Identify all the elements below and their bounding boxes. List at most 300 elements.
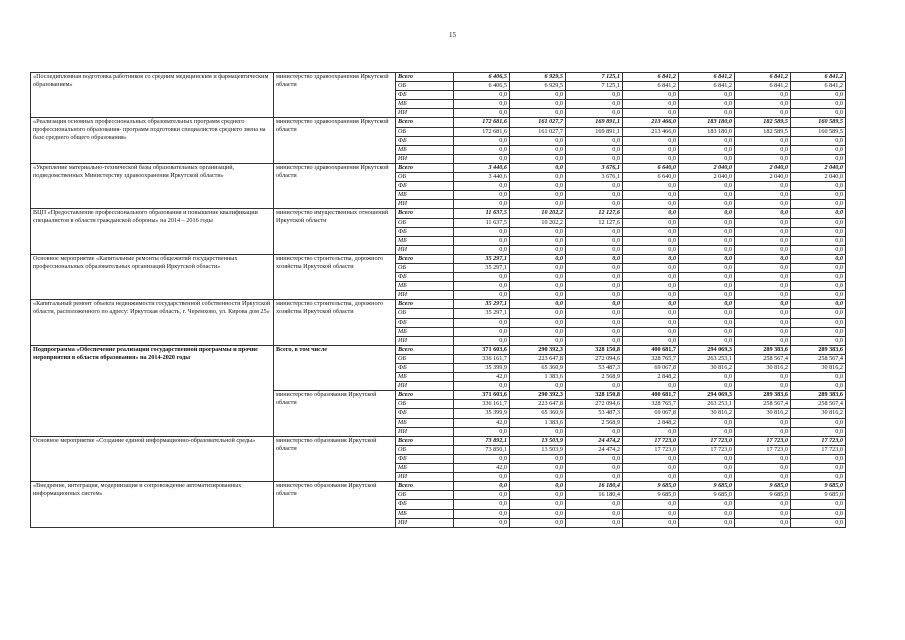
- amount-cell: 2 040,0: [735, 173, 791, 182]
- amount-cell: 0,0: [679, 327, 735, 336]
- amount-cell: 0,0: [566, 145, 623, 154]
- amount-cell: 0,0: [510, 291, 566, 300]
- amount-cell: 0,0: [791, 154, 846, 163]
- amount-cell: 17 723,0: [735, 445, 791, 454]
- amount-cell: 0,0: [623, 473, 679, 482]
- amount-cell: 0,0: [566, 336, 623, 345]
- amount-cell: 0,0: [791, 136, 846, 145]
- amount-cell: 0,0: [454, 473, 510, 482]
- amount-cell: 2 040,0: [791, 163, 846, 172]
- amount-cell: 7 125,1: [566, 82, 623, 91]
- amount-cell: 69 067,8: [623, 364, 679, 373]
- amount-cell: 0,0: [791, 300, 846, 309]
- funding-source: ОБ: [396, 218, 454, 227]
- amount-cell: 0,0: [566, 245, 623, 254]
- amount-cell: 0,0: [510, 318, 566, 327]
- funding-source: МБ: [396, 418, 454, 427]
- amount-cell: 169 891,1: [566, 127, 623, 136]
- amount-cell: 6 640,0: [623, 163, 679, 172]
- amount-cell: 0,0: [566, 300, 623, 309]
- funding-source: МБ: [396, 236, 454, 245]
- amount-cell: 0,0: [454, 182, 510, 191]
- amount-cell: 0,0: [679, 473, 735, 482]
- table-row: [31, 163, 846, 172]
- amount-cell: 183 180,0: [679, 118, 735, 127]
- amount-cell: 0,0: [454, 318, 510, 327]
- amount-cell: 0,0: [510, 145, 566, 154]
- amount-cell: 0,0: [454, 227, 510, 236]
- funding-source: Всего: [396, 163, 454, 172]
- table-row: [31, 345, 846, 354]
- amount-cell: 0,0: [510, 182, 566, 191]
- funding-source: Всего: [396, 345, 454, 354]
- amount-cell: 0,0: [735, 154, 791, 163]
- amount-cell: 16 180,4: [566, 482, 623, 491]
- amount-cell: 0,0: [510, 236, 566, 245]
- amount-cell: 0,0: [679, 282, 735, 291]
- amount-cell: 0,0: [735, 191, 791, 200]
- amount-cell: 0,0: [791, 263, 846, 272]
- amount-cell: 0,0: [791, 336, 846, 345]
- funding-source: ФБ: [396, 273, 454, 282]
- amount-cell: 0,0: [623, 227, 679, 236]
- amount-cell: 0,0: [566, 454, 623, 463]
- amount-cell: 0,0: [623, 218, 679, 227]
- amount-cell: 182 589,5: [735, 127, 791, 136]
- amount-cell: 0,0: [679, 218, 735, 227]
- funding-source: ИИ: [396, 109, 454, 118]
- amount-cell: 294 069,3: [679, 391, 735, 400]
- amount-cell: 9 685,0: [679, 482, 735, 491]
- amount-cell: 290 392,3: [510, 345, 566, 354]
- amount-cell: 289 383,6: [735, 345, 791, 354]
- amount-cell: 35 297,1: [454, 300, 510, 309]
- amount-cell: 0,0: [735, 245, 791, 254]
- amount-cell: 0,0: [623, 454, 679, 463]
- amount-cell: 0,0: [566, 291, 623, 300]
- table-row: [31, 118, 846, 127]
- amount-cell: 2 040,0: [679, 173, 735, 182]
- amount-cell: 0,0: [735, 518, 791, 527]
- amount-cell: 182 589,5: [735, 118, 791, 127]
- amount-cell: 17 723,0: [679, 436, 735, 445]
- amount-cell: 0,0: [679, 418, 735, 427]
- amount-cell: 0,0: [735, 200, 791, 209]
- amount-cell: 0,0: [566, 136, 623, 145]
- amount-cell: 328 150,8: [566, 345, 623, 354]
- amount-cell: 0,0: [679, 145, 735, 154]
- amount-cell: 0,0: [566, 309, 623, 318]
- table-row: [31, 300, 846, 309]
- measure-name: Основное мероприятие «Капитальные ремонты общежитий государственных профессиональных образовательных организаций Иркутской области»: [31, 254, 274, 299]
- amount-cell: 65 360,9: [510, 409, 566, 418]
- funding-source: ФБ: [396, 227, 454, 236]
- amount-cell: 65 360,9: [510, 364, 566, 373]
- amount-cell: 0,0: [791, 309, 846, 318]
- amount-cell: 0,0: [623, 464, 679, 473]
- funding-source: ОБ: [396, 127, 454, 136]
- funding-source: МБ: [396, 282, 454, 291]
- amount-cell: 2 848,2: [623, 418, 679, 427]
- amount-cell: 0,0: [679, 91, 735, 100]
- amount-cell: 6 841,2: [679, 82, 735, 91]
- amount-cell: 9 685,0: [623, 491, 679, 500]
- funding-source: ИИ: [396, 336, 454, 345]
- amount-cell: 0,0: [791, 100, 846, 109]
- amount-cell: 0,0: [510, 200, 566, 209]
- amount-cell: 328 765,7: [623, 400, 679, 409]
- amount-cell: 0,0: [454, 154, 510, 163]
- amount-cell: 0,0: [679, 100, 735, 109]
- executor-cell: министерство образования Иркутской области: [274, 391, 396, 436]
- amount-cell: 289 383,6: [791, 391, 846, 400]
- amount-cell: 400 681,7: [623, 391, 679, 400]
- amount-cell: 0,0: [454, 236, 510, 245]
- amount-cell: 0,0: [454, 327, 510, 336]
- amount-cell: 0,0: [679, 209, 735, 218]
- amount-cell: 0,0: [791, 273, 846, 282]
- amount-cell: 0,0: [623, 136, 679, 145]
- amount-cell: 0,0: [623, 518, 679, 527]
- amount-cell: 0,0: [623, 245, 679, 254]
- amount-cell: 17 723,0: [791, 436, 846, 445]
- amount-cell: 258 567,4: [735, 354, 791, 363]
- amount-cell: 0,0: [566, 509, 623, 518]
- amount-cell: 0,0: [566, 100, 623, 109]
- amount-cell: 35 297,1: [454, 309, 510, 318]
- funding-source: ОБ: [396, 445, 454, 454]
- measure-name: «Внедрение, интеграция, модернизация и сопровождение автоматизированных информационных систем»: [31, 482, 274, 527]
- amount-cell: 0,0: [566, 318, 623, 327]
- amount-cell: 0,0: [791, 282, 846, 291]
- executor-cell: министерство здравоохранения Иркутской области: [274, 118, 396, 163]
- measure-name: ВЦП «Предоставление профессионального образования и повышение квалификации специалистов в области гражданской обороны» на 2014 – 2016 годы: [31, 209, 274, 254]
- measure-name: «Укрепление материально-технической базы образовательных организаций, подведомственных Министерству здравоохранения Иркутской области»: [31, 163, 274, 208]
- amount-cell: 160 589,5: [791, 127, 846, 136]
- amount-cell: 0,0: [623, 263, 679, 272]
- amount-cell: 6 841,2: [623, 82, 679, 91]
- amount-cell: 289 383,6: [735, 391, 791, 400]
- amount-cell: 263 253,1: [679, 400, 735, 409]
- amount-cell: 0,0: [454, 491, 510, 500]
- measure-name: «Последипломная подготовка работников со средним медицинским и фармацевтическим образованием»: [31, 73, 274, 118]
- amount-cell: 0,0: [791, 518, 846, 527]
- amount-cell: 0,0: [679, 382, 735, 391]
- amount-cell: 9 685,0: [679, 491, 735, 500]
- amount-cell: 0,0: [566, 327, 623, 336]
- amount-cell: 0,0: [510, 100, 566, 109]
- amount-cell: 172 681,6: [454, 127, 510, 136]
- amount-cell: 0,0: [679, 245, 735, 254]
- amount-cell: 0,0: [454, 427, 510, 436]
- amount-cell: 12 127,6: [566, 209, 623, 218]
- amount-cell: 30 816,2: [791, 364, 846, 373]
- amount-cell: 0,0: [735, 418, 791, 427]
- funding-source: ФБ: [396, 500, 454, 509]
- amount-cell: 0,0: [510, 273, 566, 282]
- amount-cell: 0,0: [791, 227, 846, 236]
- amount-cell: 0,0: [679, 373, 735, 382]
- amount-cell: 0,0: [735, 282, 791, 291]
- funding-source: ОБ: [396, 400, 454, 409]
- amount-cell: 0,0: [623, 109, 679, 118]
- amount-cell: 0,0: [454, 454, 510, 463]
- amount-cell: 0,0: [566, 273, 623, 282]
- amount-cell: 0,0: [791, 500, 846, 509]
- amount-cell: 3 676,1: [566, 163, 623, 172]
- amount-cell: 0,0: [623, 336, 679, 345]
- funding-source: ИИ: [396, 154, 454, 163]
- amount-cell: 0,0: [791, 91, 846, 100]
- amount-cell: 0,0: [566, 182, 623, 191]
- amount-cell: 0,0: [735, 182, 791, 191]
- amount-cell: 0,0: [623, 327, 679, 336]
- funding-source: МБ: [396, 373, 454, 382]
- funding-source: Всего: [396, 209, 454, 218]
- table-row: [31, 254, 846, 263]
- amount-cell: 0,0: [735, 454, 791, 463]
- amount-cell: 6 640,0: [623, 173, 679, 182]
- funding-source: ФБ: [396, 454, 454, 463]
- funding-source: МБ: [396, 327, 454, 336]
- amount-cell: 0,0: [510, 309, 566, 318]
- amount-cell: 0,0: [454, 382, 510, 391]
- amount-cell: 0,0: [791, 509, 846, 518]
- amount-cell: 0,0: [454, 336, 510, 345]
- amount-cell: 0,0: [454, 200, 510, 209]
- amount-cell: 30 816,2: [679, 364, 735, 373]
- amount-cell: 0,0: [454, 91, 510, 100]
- amount-cell: 30 816,2: [735, 409, 791, 418]
- amount-cell: 10 202,2: [510, 218, 566, 227]
- amount-cell: 2 040,0: [791, 173, 846, 182]
- amount-cell: 0,0: [791, 473, 846, 482]
- funding-source: ОБ: [396, 173, 454, 182]
- amount-cell: 0,0: [791, 145, 846, 154]
- amount-cell: 328 150,8: [566, 391, 623, 400]
- amount-cell: 0,0: [679, 254, 735, 263]
- amount-cell: 1 383,6: [510, 373, 566, 382]
- amount-cell: 0,0: [510, 136, 566, 145]
- table-row: [31, 482, 846, 491]
- amount-cell: 0,0: [623, 209, 679, 218]
- amount-cell: 0,0: [735, 300, 791, 309]
- amount-cell: 0,0: [623, 191, 679, 200]
- amount-cell: 0,0: [791, 454, 846, 463]
- amount-cell: 0,0: [454, 282, 510, 291]
- amount-cell: 336 161,7: [454, 400, 510, 409]
- amount-cell: 0,0: [791, 209, 846, 218]
- amount-cell: 371 603,6: [454, 391, 510, 400]
- funding-source: ИИ: [396, 291, 454, 300]
- amount-cell: 0,0: [791, 109, 846, 118]
- amount-cell: 1 383,6: [510, 418, 566, 427]
- amount-cell: 11 637,5: [454, 218, 510, 227]
- amount-cell: 0,0: [566, 236, 623, 245]
- amount-cell: 0,0: [623, 145, 679, 154]
- amount-cell: 10 202,2: [510, 209, 566, 218]
- amount-cell: 0,0: [510, 518, 566, 527]
- amount-cell: 0,0: [791, 464, 846, 473]
- funding-source: ОБ: [396, 309, 454, 318]
- amount-cell: 258 567,4: [791, 400, 846, 409]
- amount-cell: 0,0: [454, 500, 510, 509]
- amount-cell: 13 503,9: [510, 445, 566, 454]
- amount-cell: 2 040,0: [679, 163, 735, 172]
- amount-cell: 0,0: [454, 245, 510, 254]
- amount-cell: 35 399,9: [454, 409, 510, 418]
- funding-source: Всего: [396, 73, 454, 82]
- funding-source: ФБ: [396, 136, 454, 145]
- amount-cell: 3 440,6: [454, 173, 510, 182]
- amount-cell: 0,0: [735, 218, 791, 227]
- amount-cell: 290 392,3: [510, 391, 566, 400]
- amount-cell: 9 685,0: [735, 482, 791, 491]
- executor-cell: министерство имущественных отношений Иркутской области: [274, 209, 396, 254]
- amount-cell: 30 816,2: [735, 364, 791, 373]
- funding-source: МБ: [396, 509, 454, 518]
- amount-cell: 0,0: [510, 91, 566, 100]
- amount-cell: 0,0: [735, 263, 791, 272]
- amount-cell: 0,0: [454, 482, 510, 491]
- funding-source: МБ: [396, 100, 454, 109]
- amount-cell: 0,0: [623, 182, 679, 191]
- amount-cell: 0,0: [679, 291, 735, 300]
- amount-cell: 0,0: [679, 300, 735, 309]
- amount-cell: 0,0: [679, 263, 735, 272]
- amount-cell: 161 027,7: [510, 127, 566, 136]
- amount-cell: 6 841,2: [791, 73, 846, 82]
- amount-cell: 0,0: [510, 336, 566, 345]
- amount-cell: 0,0: [566, 191, 623, 200]
- executor-cell: министерство строительства, дорожного хозяйства Иркутской области: [274, 300, 396, 345]
- amount-cell: 0,0: [735, 100, 791, 109]
- amount-cell: 0,0: [791, 191, 846, 200]
- amount-cell: 0,0: [510, 227, 566, 236]
- amount-cell: 0,0: [623, 382, 679, 391]
- amount-cell: 42,0: [454, 464, 510, 473]
- amount-cell: 0,0: [566, 254, 623, 263]
- amount-cell: 0,0: [623, 200, 679, 209]
- page-number: 15: [449, 31, 456, 39]
- amount-cell: 0,0: [510, 154, 566, 163]
- amount-cell: 0,0: [791, 218, 846, 227]
- amount-cell: 13 503,9: [510, 436, 566, 445]
- amount-cell: 0,0: [623, 291, 679, 300]
- amount-cell: 0,0: [679, 191, 735, 200]
- amount-cell: 0,0: [566, 382, 623, 391]
- amount-cell: 73 892,1: [454, 436, 510, 445]
- amount-cell: 0,0: [735, 236, 791, 245]
- amount-cell: 0,0: [791, 200, 846, 209]
- amount-cell: 0,0: [735, 273, 791, 282]
- amount-cell: 0,0: [735, 382, 791, 391]
- amount-cell: 0,0: [679, 464, 735, 473]
- amount-cell: 9 685,0: [791, 491, 846, 500]
- amount-cell: 272 094,6: [566, 354, 623, 363]
- measure-name: Подпрограмма «Обеспечение реализации государственной программы и прочие мероприятия в области образования» на 2014-2020 годы: [31, 345, 274, 436]
- amount-cell: 0,0: [791, 182, 846, 191]
- amount-cell: 0,0: [735, 136, 791, 145]
- amount-cell: 0,0: [623, 318, 679, 327]
- amount-cell: 0,0: [510, 263, 566, 272]
- amount-cell: 0,0: [679, 336, 735, 345]
- amount-cell: 53 487,3: [566, 409, 623, 418]
- amount-cell: 0,0: [623, 100, 679, 109]
- executor-cell: министерство образования Иркутской области: [274, 482, 396, 527]
- amount-cell: 16 180,4: [566, 491, 623, 500]
- amount-cell: 0,0: [735, 473, 791, 482]
- executor-cell: министерство образования Иркутской области: [274, 436, 396, 481]
- executor-cell: министерство здравоохранения Иркутской области: [274, 163, 396, 208]
- amount-cell: 0,0: [791, 318, 846, 327]
- amount-cell: 183 180,0: [679, 127, 735, 136]
- amount-cell: 0,0: [510, 509, 566, 518]
- funding-source: МБ: [396, 191, 454, 200]
- amount-cell: 0,0: [735, 209, 791, 218]
- amount-cell: 0,0: [679, 200, 735, 209]
- amount-cell: 0,0: [735, 336, 791, 345]
- amount-cell: 0,0: [735, 509, 791, 518]
- funding-source: ФБ: [396, 91, 454, 100]
- amount-cell: 400 681,7: [623, 345, 679, 354]
- amount-cell: 0,0: [454, 109, 510, 118]
- funding-source: ОБ: [396, 491, 454, 500]
- amount-cell: 2 568,9: [566, 373, 623, 382]
- amount-cell: 6 841,2: [735, 82, 791, 91]
- amount-cell: 9 685,0: [735, 491, 791, 500]
- amount-cell: 0,0: [679, 518, 735, 527]
- amount-cell: 0,0: [791, 418, 846, 427]
- amount-cell: 6 929,5: [510, 73, 566, 82]
- amount-cell: 0,0: [623, 254, 679, 263]
- amount-cell: 272 094,6: [566, 400, 623, 409]
- funding-source: ФБ: [396, 409, 454, 418]
- amount-cell: 0,0: [566, 427, 623, 436]
- amount-cell: 0,0: [566, 282, 623, 291]
- funding-source: ФБ: [396, 318, 454, 327]
- funding-source: ИИ: [396, 427, 454, 436]
- amount-cell: 6 406,5: [454, 82, 510, 91]
- amount-cell: 0,0: [454, 518, 510, 527]
- amount-cell: 0,0: [623, 500, 679, 509]
- funding-source: ИИ: [396, 200, 454, 209]
- amount-cell: 0,0: [735, 145, 791, 154]
- amount-cell: 0,0: [510, 482, 566, 491]
- amount-cell: 0,0: [510, 300, 566, 309]
- funding-source: ОБ: [396, 263, 454, 272]
- amount-cell: 0,0: [566, 227, 623, 236]
- measure-name: «Реализация основных профессиональных образовательных программ среднего профессионального образования- программ подготовки специалистов среднего звена на базе среднего общего образования»: [31, 118, 274, 163]
- amount-cell: 0,0: [679, 182, 735, 191]
- amount-cell: 0,0: [735, 309, 791, 318]
- amount-cell: 17 723,0: [623, 436, 679, 445]
- amount-cell: 0,0: [735, 91, 791, 100]
- amount-cell: 0,0: [454, 100, 510, 109]
- amount-cell: 2 848,2: [623, 373, 679, 382]
- amount-cell: 0,0: [623, 236, 679, 245]
- amount-cell: 336 161,7: [454, 354, 510, 363]
- amount-cell: 0,0: [679, 309, 735, 318]
- amount-cell: 42,0: [454, 418, 510, 427]
- amount-cell: 0,0: [454, 191, 510, 200]
- amount-cell: 258 567,4: [791, 354, 846, 363]
- amount-cell: 6 841,2: [623, 73, 679, 82]
- amount-cell: 53 487,3: [566, 364, 623, 373]
- amount-cell: 223 647,8: [510, 400, 566, 409]
- amount-cell: 161 027,7: [510, 118, 566, 127]
- funding-source: Всего: [396, 482, 454, 491]
